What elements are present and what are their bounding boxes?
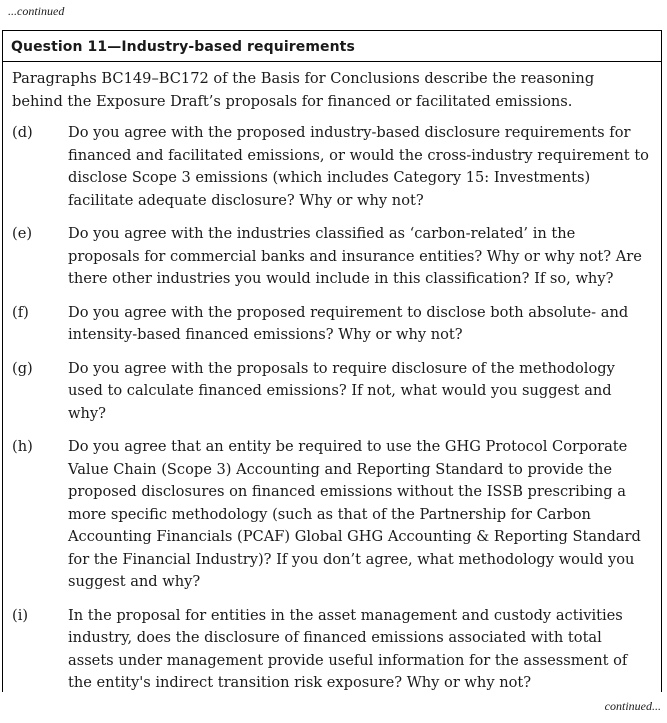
question-item-i bbox=[12, 605, 649, 695]
item-letter: (d) bbox=[12, 124, 33, 141]
question-title: Question 11—Industry-based requirements bbox=[3, 31, 661, 62]
item-letter: (h) bbox=[12, 438, 33, 455]
item-letter: (e) bbox=[12, 225, 33, 242]
item-text: Do you agree that an entity be required to use the GHG Protocol Corporate Value Chain (Scope 3) Accounting and Reporting Standard to provide the proposed disclosures on financed emissions without the ISSB prescribing a more specific methodology (such as that of the Partnership for Carbon Accounting Financials (PCAF) Global GHG Accounting & Reporting Standard for the Financial Industry)? If you don’t agree, what methodology would you suggest and why? bbox=[68, 438, 641, 590]
item-text: Do you agree with the industries classified as ‘carbon-related’ in the proposals for commercial banks and insurance entities? Why or why not? Are there other industries you would include in this classification? If so, why? bbox=[68, 225, 642, 287]
question-item-d bbox=[12, 122, 649, 212]
item-text: Do you agree with the proposed requirement to disclose both absolute- and intensity-based financed emissions? Why or why not? bbox=[68, 303, 629, 343]
question-box bbox=[2, 30, 662, 692]
question-item-h bbox=[12, 436, 649, 594]
question-body bbox=[3, 62, 661, 695]
item-letter: (i) bbox=[12, 606, 29, 624]
item-text: Do you agree with the proposals to require disclosure of the methodology used to calculate financed emissions? If not, what would you suggest and why? bbox=[68, 359, 615, 422]
item-letter: (g) bbox=[12, 359, 33, 377]
item-letter: (f) bbox=[12, 303, 29, 321]
continued-top-label: ...continued bbox=[8, 4, 65, 18]
continued-bottom-label: continued... bbox=[604, 699, 661, 713]
question-item-e bbox=[12, 223, 649, 291]
item-text: Do you agree with the proposed industry-based disclosure requirements for financed and facilitated emissions, or would the cross-industry requirement to disclose Scope 3 emissions (which includes Category 15: Investments) facilitate adequate disclosure? Why or why not? bbox=[68, 124, 649, 209]
item-text: In the proposal for entities in the asset management and custody activities industry, does the disclosure of financed emissions associated with total assets under management provide useful information for the assessment of the entity's indirect transition risk exposure? Why or why not? bbox=[68, 606, 628, 691]
question-intro: Paragraphs BC149–BC172 of the Basis for Conclusions describe the reasoning behind the Exposure Draft’s proposals for financed or facilitated emissions. bbox=[12, 70, 595, 110]
question-item-f bbox=[12, 302, 649, 347]
question-item-g bbox=[12, 358, 649, 426]
